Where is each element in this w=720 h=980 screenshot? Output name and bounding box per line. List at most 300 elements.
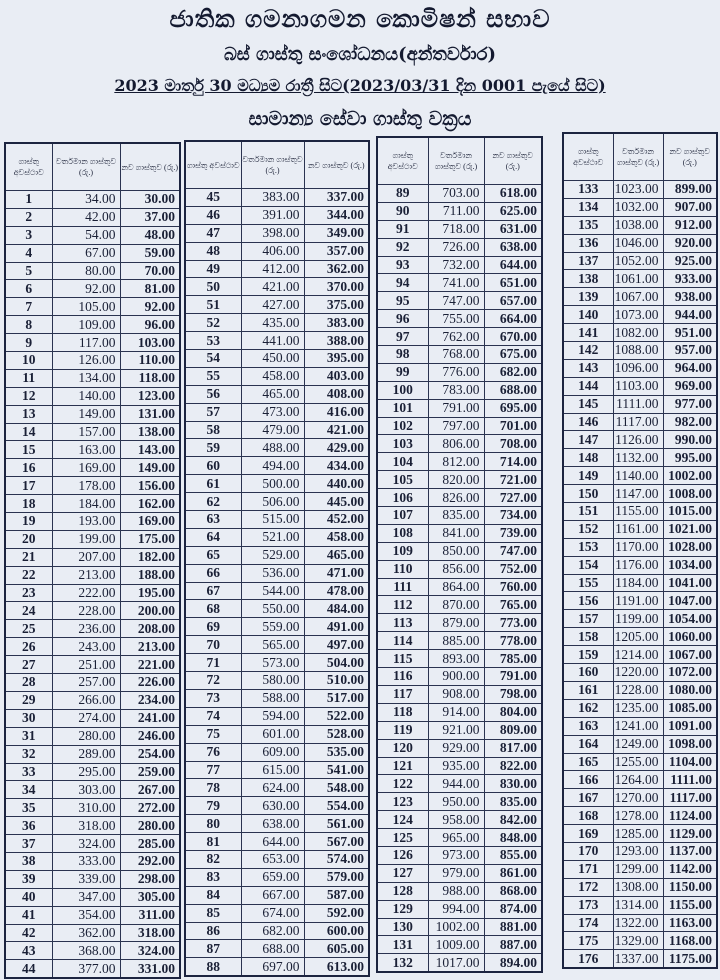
new-fare-cell: 1054.00 xyxy=(663,610,717,628)
table-row xyxy=(185,600,369,618)
current-fare-cell: 1214.00 xyxy=(613,646,663,664)
fare-stage-cell: 60 xyxy=(185,457,241,475)
fare-stage-cell: 146 xyxy=(563,413,613,431)
fare-stage-cell: 88 xyxy=(185,958,241,976)
fare-stage-cell: 102 xyxy=(377,417,428,435)
fare-stage-cell: 12 xyxy=(5,387,52,405)
new-fare-cell: 1047.00 xyxy=(663,592,717,610)
fare-stage-cell: 161 xyxy=(563,681,613,699)
current-fare-cell: 1170.00 xyxy=(613,538,663,556)
table-row xyxy=(185,958,369,976)
table-row xyxy=(5,244,180,262)
header-new: නව ගාස්තුව (රු.) xyxy=(663,133,717,181)
table-row xyxy=(5,298,180,316)
table-row xyxy=(185,654,369,672)
new-fare-cell: 695.00 xyxy=(484,399,542,417)
new-fare-cell: 37.00 xyxy=(120,208,180,226)
current-fare-cell: 362.00 xyxy=(52,924,120,942)
current-fare-cell: 688.00 xyxy=(241,940,304,958)
table-row xyxy=(377,381,542,399)
fare-stage-cell: 135 xyxy=(563,216,613,234)
table-row xyxy=(185,743,369,761)
new-fare-cell: 213.00 xyxy=(120,638,180,656)
current-fare-cell: 1235.00 xyxy=(613,699,663,717)
new-fare-cell: 887.00 xyxy=(484,936,542,954)
fare-stage-cell: 115 xyxy=(377,650,428,668)
fare-stage-cell: 129 xyxy=(377,900,428,918)
current-fare-cell: 726.00 xyxy=(428,238,484,256)
table-row xyxy=(5,674,180,692)
fare-stage-cell: 70 xyxy=(185,636,241,654)
new-fare-cell: 169.00 xyxy=(120,513,180,531)
new-fare-cell: 701.00 xyxy=(484,417,542,435)
new-fare-cell: 1168.00 xyxy=(663,932,717,950)
header-current: වර්තමාන ගාස්තුව (රු.) xyxy=(613,133,663,181)
fare-stage-cell: 121 xyxy=(377,757,428,775)
current-fare-cell: 768.00 xyxy=(428,346,484,364)
fare-stage-cell: 27 xyxy=(5,656,52,674)
table-row xyxy=(563,467,717,485)
current-fare-cell: 965.00 xyxy=(428,829,484,847)
fare-stage-cell: 36 xyxy=(5,817,52,835)
fare-stage-cell: 103 xyxy=(377,435,428,453)
table-row xyxy=(5,781,180,799)
new-fare-cell: 765.00 xyxy=(484,596,542,614)
fare-stage-cell: 171 xyxy=(563,860,613,878)
current-fare-cell: 653.00 xyxy=(241,850,304,868)
table-row xyxy=(185,618,369,636)
new-fare-cell: 162.00 xyxy=(120,495,180,513)
current-fare-cell: 812.00 xyxy=(428,453,484,471)
fare-stage-cell: 35 xyxy=(5,799,52,817)
fare-stage-cell: 108 xyxy=(377,524,428,542)
new-fare-cell: 625.00 xyxy=(484,202,542,220)
new-fare-cell: 305.00 xyxy=(120,888,180,906)
table-row xyxy=(563,771,717,789)
fare-stage-cell: 19 xyxy=(5,513,52,531)
fare-stage-cell: 63 xyxy=(185,511,241,529)
fare-stage-cell: 117 xyxy=(377,685,428,703)
fare-stage-cell: 3 xyxy=(5,226,52,244)
new-fare-cell: 421.00 xyxy=(304,421,369,439)
new-fare-cell: 123.00 xyxy=(120,387,180,405)
current-fare-cell: 973.00 xyxy=(428,846,484,864)
fare-stage-cell: 2 xyxy=(5,208,52,226)
table-row xyxy=(377,757,542,775)
fare-stage-cell: 172 xyxy=(563,878,613,896)
table-row xyxy=(5,387,180,405)
current-fare-cell: 494.00 xyxy=(241,457,304,475)
new-fare-cell: 804.00 xyxy=(484,703,542,721)
new-fare-cell: 434.00 xyxy=(304,457,369,475)
new-fare-cell: 938.00 xyxy=(663,288,717,306)
fare-stage-cell: 75 xyxy=(185,725,241,743)
table-row xyxy=(563,431,717,449)
new-fare-cell: 798.00 xyxy=(484,685,542,703)
current-fare-cell: 864.00 xyxy=(428,578,484,596)
header-current: වර්තමාන ගාස්තුව (රු.) xyxy=(52,143,120,191)
fare-stage-cell: 152 xyxy=(563,520,613,538)
current-fare-cell: 213.00 xyxy=(52,566,120,584)
new-fare-cell: 714.00 xyxy=(484,453,542,471)
table-row xyxy=(377,274,542,292)
fare-stage-cell: 30 xyxy=(5,709,52,727)
current-fare-cell: 421.00 xyxy=(241,278,304,296)
current-fare-cell: 856.00 xyxy=(428,560,484,578)
table-row xyxy=(563,610,717,628)
fare-stage-cell: 78 xyxy=(185,779,241,797)
new-fare-cell: 1067.00 xyxy=(663,646,717,664)
table-row xyxy=(563,342,717,360)
fare-stage-cell: 99 xyxy=(377,363,428,381)
new-fare-cell: 221.00 xyxy=(120,656,180,674)
current-fare-cell: 1249.00 xyxy=(613,735,663,753)
current-fare-cell: 92.00 xyxy=(52,280,120,298)
new-fare-cell: 138.00 xyxy=(120,423,180,441)
new-fare-cell: 118.00 xyxy=(120,369,180,387)
new-fare-cell: 605.00 xyxy=(304,940,369,958)
current-fare-cell: 870.00 xyxy=(428,596,484,614)
new-fare-cell: 285.00 xyxy=(120,835,180,853)
fare-stage-cell: 15 xyxy=(5,441,52,459)
current-fare-cell: 1270.00 xyxy=(613,789,663,807)
table-row xyxy=(563,932,717,950)
fare-stage-cell: 43 xyxy=(5,942,52,960)
fare-stage-cell: 52 xyxy=(185,314,241,332)
current-fare-cell: 588.00 xyxy=(241,689,304,707)
table-row xyxy=(5,495,180,513)
fare-stage-cell: 13 xyxy=(5,405,52,423)
fare-stage-cell: 55 xyxy=(185,367,241,385)
fare-stage-cell: 86 xyxy=(185,922,241,940)
table-row xyxy=(5,691,180,709)
table-row xyxy=(185,868,369,886)
header-new: නව ගාස්තුව (රු.) xyxy=(304,141,369,189)
current-fare-cell: 1329.00 xyxy=(613,932,663,950)
current-fare-cell: 1264.00 xyxy=(613,771,663,789)
table-row xyxy=(563,324,717,342)
current-fare-cell: 412.00 xyxy=(241,260,304,278)
table-row xyxy=(377,471,542,489)
new-fare-cell: 375.00 xyxy=(304,296,369,314)
table-row xyxy=(563,234,717,252)
table-row xyxy=(563,950,717,968)
table-row xyxy=(5,423,180,441)
new-fare-cell: 149.00 xyxy=(120,459,180,477)
current-fare-cell: 1002.00 xyxy=(428,918,484,936)
current-fare-cell: 1096.00 xyxy=(613,359,663,377)
new-fare-cell: 1015.00 xyxy=(663,503,717,521)
new-fare-cell: 657.00 xyxy=(484,292,542,310)
fare-stage-cell: 57 xyxy=(185,403,241,421)
table-row xyxy=(5,441,180,459)
table-row xyxy=(5,602,180,620)
current-fare-cell: 521.00 xyxy=(241,528,304,546)
current-fare-cell: 117.00 xyxy=(52,334,120,352)
fare-stage-cell: 126 xyxy=(377,846,428,864)
new-fare-cell: 574.00 xyxy=(304,850,369,868)
current-fare-cell: 850.00 xyxy=(428,542,484,560)
new-fare-cell: 452.00 xyxy=(304,511,369,529)
current-fare-cell: 979.00 xyxy=(428,864,484,882)
fare-stage-cell: 25 xyxy=(5,620,52,638)
table-row xyxy=(5,369,180,387)
table-row xyxy=(563,860,717,878)
fare-stage-cell: 17 xyxy=(5,477,52,495)
fare-stage-cell: 137 xyxy=(563,252,613,270)
table-row xyxy=(5,799,180,817)
current-fare-cell: 935.00 xyxy=(428,757,484,775)
fare-stage-cell: 157 xyxy=(563,610,613,628)
fare-stage-cell: 143 xyxy=(563,359,613,377)
fare-stage-cell: 20 xyxy=(5,530,52,548)
current-fare-cell: 310.00 xyxy=(52,799,120,817)
fare-stage-cell: 159 xyxy=(563,646,613,664)
table-row xyxy=(563,359,717,377)
table-row xyxy=(185,206,369,224)
new-fare-cell: 195.00 xyxy=(120,584,180,602)
new-fare-cell: 1060.00 xyxy=(663,628,717,646)
fare-stage-cell: 142 xyxy=(563,342,613,360)
table-row xyxy=(563,449,717,467)
new-fare-cell: 510.00 xyxy=(304,672,369,690)
current-fare-cell: 1191.00 xyxy=(613,592,663,610)
new-fare-cell: 471.00 xyxy=(304,564,369,582)
new-fare-cell: 504.00 xyxy=(304,654,369,672)
fare-stage-cell: 128 xyxy=(377,882,428,900)
current-fare-cell: 601.00 xyxy=(241,725,304,743)
new-fare-cell: 272.00 xyxy=(120,799,180,817)
new-fare-cell: 246.00 xyxy=(120,727,180,745)
new-fare-cell: 458.00 xyxy=(304,528,369,546)
fare-stage-cell: 105 xyxy=(377,471,428,489)
fare-stage-cell: 24 xyxy=(5,602,52,620)
table-row xyxy=(563,181,717,199)
current-fare-cell: 1176.00 xyxy=(613,556,663,574)
table-row xyxy=(5,924,180,942)
new-fare-cell: 478.00 xyxy=(304,582,369,600)
new-fare-cell: 1142.00 xyxy=(663,860,717,878)
fare-stage-cell: 113 xyxy=(377,614,428,632)
table-row xyxy=(185,815,369,833)
new-fare-cell: 344.00 xyxy=(304,206,369,224)
table-row xyxy=(377,864,542,882)
new-fare-cell: 592.00 xyxy=(304,904,369,922)
current-fare-cell: 193.00 xyxy=(52,513,120,531)
table-row xyxy=(563,485,717,503)
new-fare-cell: 1021.00 xyxy=(663,520,717,538)
table-row xyxy=(185,475,369,493)
table-row xyxy=(377,918,542,936)
current-fare-cell: 149.00 xyxy=(52,405,120,423)
current-fare-cell: 1017.00 xyxy=(428,954,484,972)
current-fare-cell: 835.00 xyxy=(428,507,484,525)
table-row xyxy=(377,417,542,435)
fare-table-4 xyxy=(562,132,718,969)
table-row xyxy=(185,314,369,332)
current-fare-cell: 826.00 xyxy=(428,489,484,507)
new-fare-cell: 920.00 xyxy=(663,234,717,252)
table-row xyxy=(185,260,369,278)
new-fare-cell: 1034.00 xyxy=(663,556,717,574)
fare-stage-cell: 111 xyxy=(377,578,428,596)
table-row xyxy=(5,638,180,656)
current-fare-cell: 1132.00 xyxy=(613,449,663,467)
table-row xyxy=(185,689,369,707)
new-fare-cell: 30.00 xyxy=(120,191,180,209)
current-fare-cell: 573.00 xyxy=(241,654,304,672)
fare-stage-cell: 148 xyxy=(563,449,613,467)
current-fare-cell: 222.00 xyxy=(52,584,120,602)
current-fare-cell: 42.00 xyxy=(52,208,120,226)
new-fare-cell: 403.00 xyxy=(304,367,369,385)
new-fare-cell: 587.00 xyxy=(304,886,369,904)
fare-stage-cell: 90 xyxy=(377,202,428,220)
current-fare-cell: 1126.00 xyxy=(613,431,663,449)
table-row xyxy=(5,459,180,477)
current-fare-cell: 559.00 xyxy=(241,618,304,636)
fare-stage-cell: 76 xyxy=(185,743,241,761)
new-fare-cell: 156.00 xyxy=(120,477,180,495)
table-row xyxy=(377,936,542,954)
new-fare-cell: 1117.00 xyxy=(663,789,717,807)
new-fare-cell: 1129.00 xyxy=(663,825,717,843)
table-row xyxy=(185,636,369,654)
fare-stage-cell: 38 xyxy=(5,852,52,870)
fare-stage-cell: 84 xyxy=(185,886,241,904)
table-row xyxy=(377,954,542,972)
fare-stage-cell: 87 xyxy=(185,940,241,958)
fare-stage-cell: 149 xyxy=(563,467,613,485)
fare-stage-cell: 68 xyxy=(185,600,241,618)
fare-table-2 xyxy=(184,140,370,977)
current-fare-cell: 1147.00 xyxy=(613,485,663,503)
table-row xyxy=(377,507,542,525)
header-stage: ගාස්තු අවස්ථාව xyxy=(563,133,613,181)
fare-stage-cell: 175 xyxy=(563,932,613,950)
current-fare-cell: 1241.00 xyxy=(613,717,663,735)
fare-stage-cell: 48 xyxy=(185,242,241,260)
new-fare-cell: 517.00 xyxy=(304,689,369,707)
current-fare-cell: 783.00 xyxy=(428,381,484,399)
table-row xyxy=(185,904,369,922)
table-row xyxy=(5,817,180,835)
table-row xyxy=(185,528,369,546)
fare-stage-cell: 1 xyxy=(5,191,52,209)
current-fare-cell: 697.00 xyxy=(241,958,304,976)
new-fare-cell: 734.00 xyxy=(484,507,542,525)
current-fare-cell: 820.00 xyxy=(428,471,484,489)
current-fare-cell: 762.00 xyxy=(428,328,484,346)
fare-stage-cell: 166 xyxy=(563,771,613,789)
current-fare-cell: 339.00 xyxy=(52,870,120,888)
current-fare-cell: 1082.00 xyxy=(613,324,663,342)
new-fare-cell: 727.00 xyxy=(484,489,542,507)
fare-stage-cell: 65 xyxy=(185,546,241,564)
table-row xyxy=(5,888,180,906)
current-fare-cell: 958.00 xyxy=(428,811,484,829)
new-fare-cell: 664.00 xyxy=(484,310,542,328)
fare-stage-cell: 79 xyxy=(185,797,241,815)
current-fare-cell: 134.00 xyxy=(52,369,120,387)
new-fare-cell: 259.00 xyxy=(120,763,180,781)
current-fare-cell: 950.00 xyxy=(428,793,484,811)
fare-stage-cell: 98 xyxy=(377,346,428,364)
current-fare-cell: 529.00 xyxy=(241,546,304,564)
new-fare-cell: 337.00 xyxy=(304,189,369,207)
table-row xyxy=(5,870,180,888)
new-fare-cell: 188.00 xyxy=(120,566,180,584)
table-row xyxy=(377,435,542,453)
current-fare-cell: 354.00 xyxy=(52,906,120,924)
fare-stage-cell: 170 xyxy=(563,842,613,860)
fare-stage-cell: 122 xyxy=(377,775,428,793)
table-row xyxy=(5,852,180,870)
new-fare-cell: 933.00 xyxy=(663,270,717,288)
table-row xyxy=(377,775,542,793)
current-fare-cell: 458.00 xyxy=(241,367,304,385)
new-fare-cell: 254.00 xyxy=(120,745,180,763)
new-fare-cell: 429.00 xyxy=(304,439,369,457)
current-fare-cell: 105.00 xyxy=(52,298,120,316)
current-fare-cell: 333.00 xyxy=(52,852,120,870)
new-fare-cell: 721.00 xyxy=(484,471,542,489)
fare-stage-cell: 176 xyxy=(563,950,613,968)
fare-stage-cell: 6 xyxy=(5,280,52,298)
header-current: වර්තමාන ගාස්තුව (රු.) xyxy=(241,141,304,189)
table-row xyxy=(185,439,369,457)
fare-stage-cell: 155 xyxy=(563,574,613,592)
new-fare-cell: 1155.00 xyxy=(663,896,717,914)
current-fare-cell: 885.00 xyxy=(428,632,484,650)
current-fare-cell: 1103.00 xyxy=(613,377,663,395)
header-stage: ගාස්තු අවස්ථාව xyxy=(377,137,428,185)
current-fare-cell: 988.00 xyxy=(428,882,484,900)
fare-stage-cell: 101 xyxy=(377,399,428,417)
current-fare-cell: 806.00 xyxy=(428,435,484,453)
fare-stage-cell: 29 xyxy=(5,691,52,709)
table-row xyxy=(377,185,542,203)
new-fare-cell: 688.00 xyxy=(484,381,542,399)
fare-stage-cell: 62 xyxy=(185,493,241,511)
current-fare-cell: 994.00 xyxy=(428,900,484,918)
fare-stage-cell: 54 xyxy=(185,350,241,368)
fare-stage-cell: 136 xyxy=(563,234,613,252)
current-fare-cell: 257.00 xyxy=(52,674,120,692)
fare-stage-cell: 107 xyxy=(377,507,428,525)
new-fare-cell: 848.00 xyxy=(484,829,542,847)
new-fare-cell: 613.00 xyxy=(304,958,369,976)
current-fare-cell: 630.00 xyxy=(241,797,304,815)
fare-stage-cell: 4 xyxy=(5,244,52,262)
table-row xyxy=(185,779,369,797)
new-fare-cell: 1091.00 xyxy=(663,717,717,735)
table-row xyxy=(563,825,717,843)
fare-stage-cell: 8 xyxy=(5,316,52,334)
new-fare-cell: 280.00 xyxy=(120,817,180,835)
table-row xyxy=(377,524,542,542)
table-row xyxy=(563,842,717,860)
new-fare-cell: 1041.00 xyxy=(663,574,717,592)
new-fare-cell: 59.00 xyxy=(120,244,180,262)
current-fare-cell: 169.00 xyxy=(52,459,120,477)
new-fare-cell: 567.00 xyxy=(304,833,369,851)
fare-stage-cell: 163 xyxy=(563,717,613,735)
current-fare-cell: 594.00 xyxy=(241,707,304,725)
fare-stage-cell: 106 xyxy=(377,489,428,507)
table-row xyxy=(563,252,717,270)
new-fare-cell: 370.00 xyxy=(304,278,369,296)
